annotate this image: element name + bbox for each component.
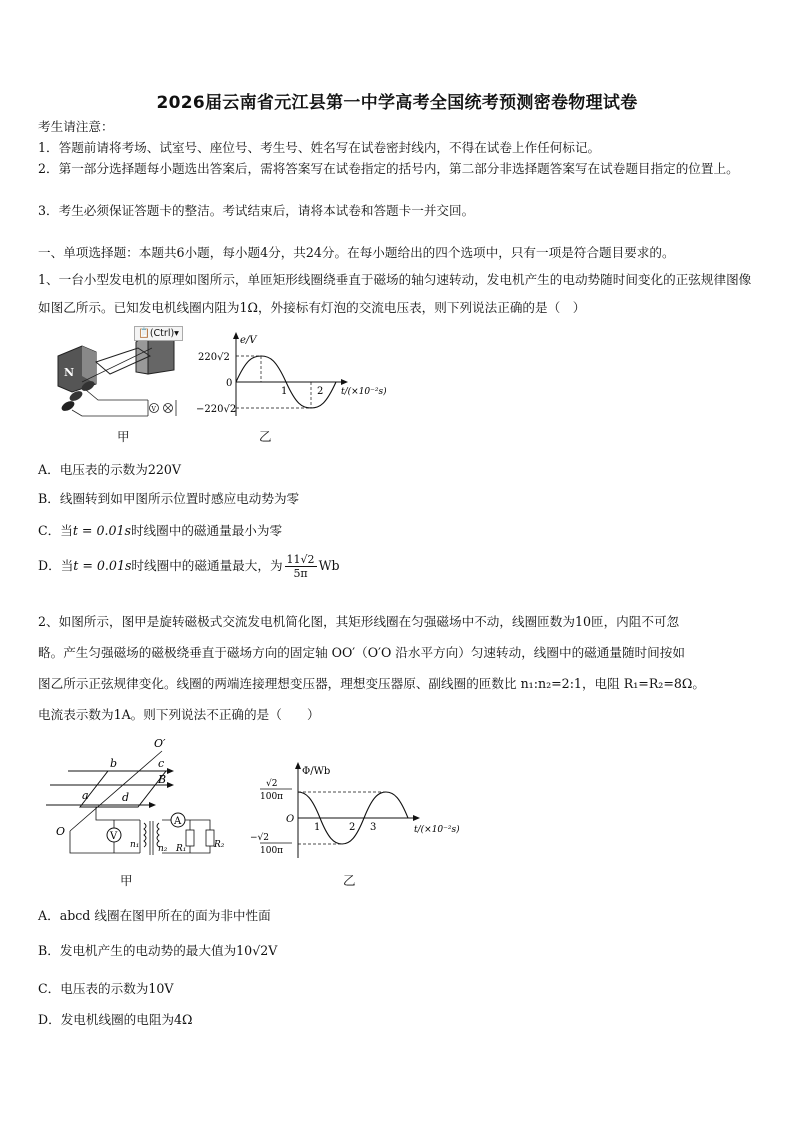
q1-option-c-prefix: C．当: [38, 523, 73, 538]
q2-stem-line-1: 2、如图所示，图甲是旋转磁极式交流发电机简化图，其矩形线圈在匀强磁场中不动，线圈匝数为10匝，内阻不可忽: [38, 614, 680, 629]
q1-graph-ytick-top: 220√2: [198, 352, 230, 363]
q2-flux-graph: [248, 760, 478, 860]
paste-tag-label: (Ctrl): [149, 328, 175, 339]
q1-option-c: [38, 520, 282, 539]
q1-option-a: A．电压表的示数为220V: [38, 462, 181, 477]
q2-graph-origin: O: [286, 814, 295, 825]
q2-label-n2: n₂: [158, 844, 168, 854]
q2-label-n1: n₁: [130, 840, 140, 850]
q2-fig-caption-jia: 甲: [120, 873, 133, 888]
q1-option-d: [38, 553, 340, 580]
q1-option-b: B．线圈转到如甲图所示位置时感应电动势为零: [38, 491, 300, 506]
q2-label-o: O: [56, 825, 66, 838]
q2-label-o-prime: O′: [154, 737, 166, 750]
q1-graph-origin: 0: [226, 378, 233, 389]
q1-option-d-middle: 时线圈中的磁通量最大，为: [131, 558, 283, 573]
q2-graph-xtick-1: 1: [314, 822, 321, 833]
q2-option-d: D．发电机线圈的电阻为4Ω: [38, 1012, 193, 1027]
q2-label-r2: R₂: [214, 840, 225, 850]
q2-label-r1: R₁: [176, 844, 187, 854]
q1-fig-caption-yi: 乙: [259, 429, 272, 444]
q2-graph-ytick-top-num: √2: [266, 779, 278, 789]
q1-option-c-suffix: 时线圈中的磁通量最小为零: [130, 523, 283, 538]
q2-option-b: [38, 940, 277, 959]
q1-graph-ylabel: e/V: [240, 335, 257, 346]
q2-graph-ytick-bottom-den: 100π: [260, 846, 284, 856]
q1-option-d-unit: Wb: [318, 558, 340, 573]
q2-label-b-field: B: [158, 773, 167, 786]
notice-item-3: 3．考生必须保证答题卡的整洁。考试结束后，请将本试卷和答题卡一并交回。: [38, 203, 475, 218]
q1-emf-graph: [196, 330, 402, 418]
clipboard-icon: 📋: [138, 328, 150, 339]
q2-label-a: a: [82, 789, 89, 802]
svg-text:V: V: [151, 406, 156, 413]
q1-graph-ytick-bottom: −220√2: [196, 404, 237, 415]
q1-option-d-fraction: [285, 553, 317, 580]
q2-graph-ytick-bottom-num: −√2: [250, 833, 270, 843]
q2-graph-xlabel: t/(×10⁻²s): [414, 825, 460, 835]
notice-item-1: 1．答题前请将考场、试室号、座位号、考生号、姓名写在试卷密封线内，不得在试卷上作任何标记。: [38, 140, 601, 155]
notice-item-2: 2．第一部分选择题每小题选出答案后，需将答案写在试卷指定的括号内，第二部分非选择题答案写在试卷题目指定的位置上。: [38, 161, 739, 176]
q2-label-d: d: [122, 791, 130, 804]
svg-text:N: N: [64, 366, 75, 379]
q2-option-c: C．电压表的示数为10V: [38, 981, 174, 996]
q1-graph-xlabel: t/(×10⁻²s): [341, 387, 387, 397]
q2-stem-line-3: 图乙所示正弦规律变化。线圈的两端连接理想变压器，理想变压器原、副线圈的匝数比 n₁:n₂=2:1，电阻 R₁=R₂=8Ω。: [38, 676, 705, 691]
q2-graph-ytick-top-den: 100π: [260, 792, 284, 802]
q2-stem-line-4: 电流表示数为1A。则下列说法不正确的是（ ）: [38, 707, 320, 722]
q2-ammeter-label: A: [174, 816, 182, 827]
q1-option-d-denominator: 5π: [293, 567, 308, 580]
q1-option-d-numerator: 11√2: [286, 553, 315, 566]
q2-graph-xtick-2: 2: [349, 822, 356, 833]
q2-option-b-prefix: B．发电机产生的电动势的最大值为10: [38, 943, 253, 958]
q1-fig-caption-jia: 甲: [117, 429, 130, 444]
q2-label-c: c: [158, 757, 165, 770]
q1-graph-xtick-1: 1: [281, 386, 288, 397]
q2-generator-circuit: [40, 735, 225, 860]
q2-fig-caption-yi: 乙: [343, 873, 356, 888]
q1-graph-xtick-2: 2: [317, 386, 324, 397]
q2-option-a: A．abcd 线圈在图甲所在的面为非中性面: [38, 908, 271, 923]
q1-stem: 1、一台小型发电机的原理如图所示，单匝矩形线圈绕垂直于磁场的轴匀速转动，发电机产生的电动势随时间变化的正弦规律图像如图乙所示。已知发电机线圈内阻为1Ω，外接标有灯泡的交流电压表，则下列说法正确的是（ ）: [38, 272, 752, 315]
paste-options-tag[interactable]: [134, 326, 183, 341]
notice-heading: 考生请注意：: [38, 119, 114, 134]
q2-graph-ylabel: Φ/Wb: [302, 766, 331, 777]
q1-option-c-math: t = 0.01s: [72, 523, 131, 538]
q2-stem-line-2: 略。产生匀强磁场的磁极绕垂直于磁场方向的固定轴 OO′（O′O 沿水平方向）匀速转动，线圈中的磁通量随时间按如: [38, 645, 685, 660]
chevron-down-icon: ▾: [174, 328, 179, 339]
q1-option-d-prefix: D．当: [38, 558, 74, 573]
section-heading: 一、单项选择题：本题共6小题，每小题4分，共24分。在每小题给出的四个选项中，只有一项是符合题目要求的。: [38, 245, 675, 260]
q2-voltmeter-label: V: [110, 831, 118, 842]
q2-option-b-unit: V: [268, 943, 278, 958]
page-title: 2026届云南省元江县第一中学高考全国统考预测密卷物理试卷: [156, 93, 638, 113]
q2-label-b: b: [110, 757, 118, 770]
q1-option-d-math: t = 0.01s: [73, 558, 132, 573]
q2-graph-xtick-3: 3: [370, 822, 377, 833]
q2-option-b-math: √2: [252, 943, 269, 958]
